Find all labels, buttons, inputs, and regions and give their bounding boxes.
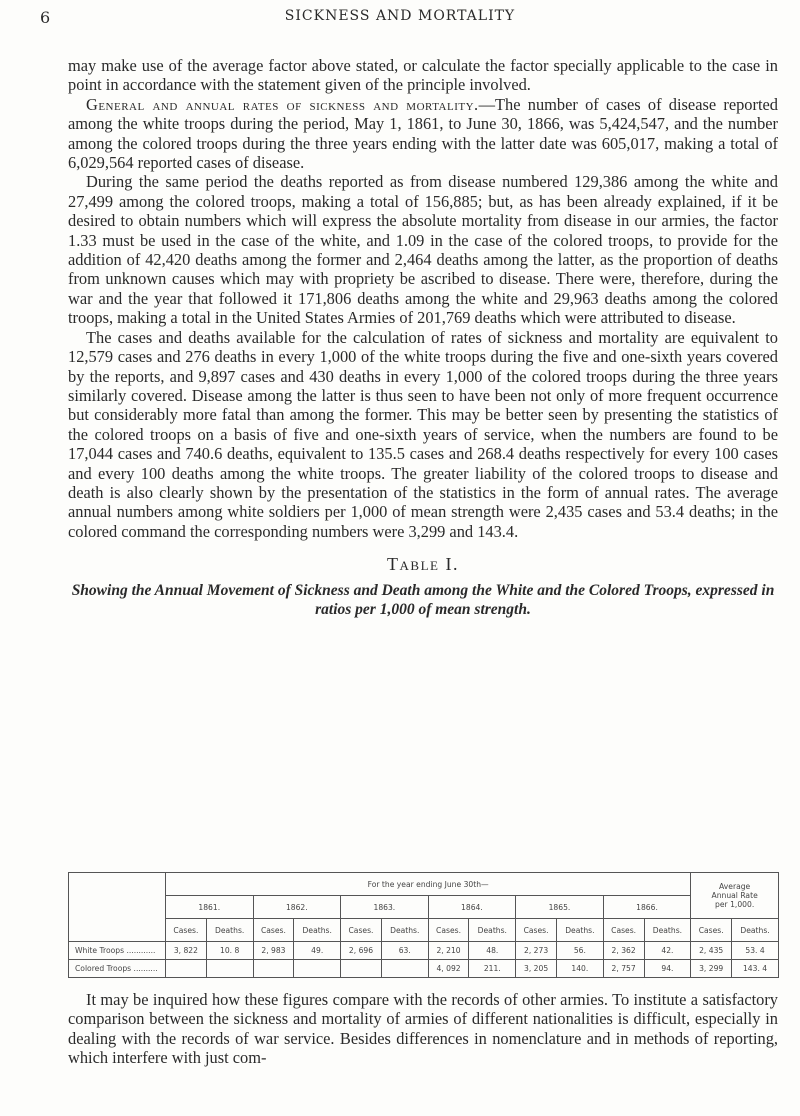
table-header-row-1 — [69, 873, 779, 896]
paragraph-3: During the same period the deaths reported as from disease numbered 129,386 among the white and 27,499 among the colored troops, making a total of 156,885; but, as has been already explained, if it be desired to obtain numbers which will express the absolute mortality from disease in our armies, the factor 1.33 must be used in the case of the white, and 1.09 in the case of the colored troops, to provide for the addition of 42,420 deaths among the former and 2,464 deaths among the latter, as the proportion of deaths from unknown causes which may with propriety be ascribed to disease. There were, therefore, during the war and the year that followed it 171,806 deaths among the white and 29,963 deaths among the colored troops, making a total in the United States Armies of 201,769 deaths which were attributed to disease. — [68, 172, 778, 328]
table-cell — [206, 960, 253, 978]
average-header: Average Annual Rate per 1,000. — [691, 873, 779, 919]
cases-header: Cases. — [603, 919, 644, 942]
table-cell: 48. — [469, 942, 516, 960]
table-cell: 2, 273 — [516, 942, 557, 960]
table-row-white — [69, 942, 779, 960]
table-cell: 2, 435 — [691, 942, 732, 960]
cases-header: Cases. — [691, 919, 732, 942]
year-header: 1866. — [603, 896, 691, 919]
row-label-white: White Troops ............ — [69, 942, 166, 960]
table-cell: 63. — [381, 942, 428, 960]
table-caption: Showing the Annual Movement of Sickness and Death among the White and the Colored Troops, expressed in ratios per 1,000 of mean strength. — [71, 581, 775, 618]
table-cell: 3, 822 — [166, 942, 207, 960]
table-cell: 2, 210 — [428, 942, 469, 960]
paragraph-5: It may be inquired how these figures compare with the records of other armies. To institute a satisfactory comparison between the sickness and mortality of armies of different nationalities is difficult, especially in dealing with the records of war service. Besides differences in nomenclature and in methods of reporting, which interfere with just com- — [68, 990, 778, 1068]
table-cell: 211. — [469, 960, 516, 978]
table-cell: 49. — [294, 942, 341, 960]
year-header: 1862. — [253, 896, 341, 919]
table-title: Table I. — [387, 554, 459, 575]
table-cell — [253, 960, 294, 978]
paragraph-2-text: —The number of cases of disease reported among the white troops during the period, May 1, 1861, to June 30, 1866, was 5,424,547, and the number among the colored troops during the three years ending with the latter date was 605,017, making a total of 6,029,564 reported cases of disease. — [68, 94, 778, 173]
paragraph-4: The cases and deaths available for the calculation of rates of sickness and mortality are equivalent to 12,579 cases and 276 deaths in every 1,000 of the white troops during the five and one-sixth years covered by the reports, and 9,897 cases and 430 deaths in every 1,000 of the colored troops during the three years similarly covered. Disease among the latter is thus seen to have been not only of more frequent occurrence but considerably more fatal than among the former. This may be better seen by presenting the statistics of the colored troops on a basis of five and one-sixth years of service, when the numbers are found to be 17,044 cases and 740.6 deaths, equivalent to 135.5 cases and 268.4 deaths respectively for every 100 cases and every 100 deaths among the white troops. The greater liability of the colored troops to disease and death is also clearly shown by the presentation of the statistics in the form of annual rates. The average annual numbers among white soldiers per 1,000 of mean strength were 2,435 cases and 53.4 deaths; in the colored command the corresponding numbers were 3,299 and 143.4. — [68, 327, 778, 541]
table-cell: 3, 205 — [516, 960, 557, 978]
table-cell: 10. 8 — [206, 942, 253, 960]
cases-header: Cases. — [166, 919, 207, 942]
table-cell — [381, 960, 428, 978]
section-heading: General and annual rates of sickness and mortality. — [86, 94, 479, 114]
deaths-header: Deaths. — [294, 919, 341, 942]
table-row-colored — [69, 960, 779, 978]
year-header: 1865. — [516, 896, 604, 919]
deaths-header: Deaths. — [206, 919, 253, 942]
closing-text — [68, 990, 778, 1068]
table-cell — [166, 960, 207, 978]
deaths-header: Deaths. — [556, 919, 603, 942]
row-label-colored: Colored Troops .......... — [69, 960, 166, 978]
year-header: 1861. — [166, 896, 254, 919]
table-cell: 2, 696 — [341, 942, 382, 960]
statistics-table — [68, 872, 779, 978]
page-header — [0, 8, 800, 32]
table-cell: 2, 757 — [603, 960, 644, 978]
table-cell — [341, 960, 382, 978]
row-header-corner — [69, 873, 166, 942]
table-header-row-subcols — [69, 919, 779, 942]
table-header-row-years — [69, 896, 779, 919]
table-cell — [294, 960, 341, 978]
cases-header: Cases. — [428, 919, 469, 942]
table-cell: 94. — [644, 960, 691, 978]
group-header: For the year ending June 30th— — [166, 873, 691, 896]
cases-header: Cases. — [253, 919, 294, 942]
year-header: 1864. — [428, 896, 516, 919]
cases-header: Cases. — [516, 919, 557, 942]
paragraph-1: may make use of the average factor above stated, or calculate the factor specially applicable to the case in point in accordance with the statement given of the principle involved. — [68, 56, 778, 95]
table-cell: 4, 092 — [428, 960, 469, 978]
table-cell: 56. — [556, 942, 603, 960]
deaths-header: Deaths. — [469, 919, 516, 942]
deaths-header: Deaths. — [644, 919, 691, 942]
paragraph-2 — [68, 95, 778, 173]
deaths-header: Deaths. — [381, 919, 428, 942]
table-cell: 140. — [556, 960, 603, 978]
table-cell: 2, 362 — [603, 942, 644, 960]
year-header: 1863. — [341, 896, 429, 919]
page-number: 6 — [40, 8, 51, 27]
running-head: SICKNESS AND MORTALITY — [284, 8, 516, 24]
table-cell: 143. 4 — [732, 960, 779, 978]
cases-header: Cases. — [341, 919, 382, 942]
deaths-header: Deaths. — [732, 919, 779, 942]
table-cell: 3, 299 — [691, 960, 732, 978]
table-cell: 53. 4 — [732, 942, 779, 960]
table-cell: 42. — [644, 942, 691, 960]
body-text — [68, 56, 778, 619]
table-cell: 2, 983 — [253, 942, 294, 960]
